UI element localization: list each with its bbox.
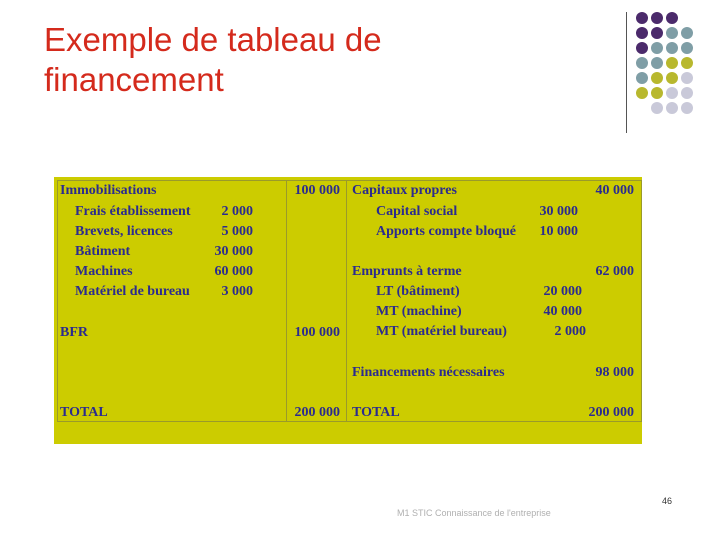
decoration-dot [666, 72, 678, 84]
decorative-divider [626, 12, 627, 133]
column-separator [286, 180, 287, 422]
decoration-dot [666, 102, 678, 114]
right-total-label: TOTAL [352, 405, 400, 420]
decoration-dot [651, 72, 663, 84]
decoration-dot [651, 27, 663, 39]
decoration-dot [636, 27, 648, 39]
slide-footer: M1 STIC Connaissance de l'entreprise [397, 508, 551, 518]
asset-value: 30 000 [214, 244, 253, 259]
decoration-dot [666, 57, 678, 69]
decoration-dot [636, 12, 648, 24]
column-separator [346, 180, 347, 422]
loan-item-label: MT (matériel bureau) [376, 324, 507, 339]
left-total-label: TOTAL [60, 405, 108, 420]
capitaux-propres-label: Capitaux propres [352, 183, 457, 198]
asset-label: Brevets, licences [75, 224, 173, 239]
financements-value: 98 000 [595, 365, 634, 380]
financements-label: Financements nécessaires [352, 365, 505, 380]
decoration-dot [636, 87, 648, 99]
page-number: 46 [662, 496, 673, 506]
slide-title-line-1: Exemple de tableau de [44, 21, 382, 58]
capital-item-value: 10 000 [539, 224, 578, 239]
loan-item-value: 40 000 [543, 304, 582, 319]
slide-title [44, 20, 564, 100]
decoration-dot [681, 87, 693, 99]
asset-label: Frais établissement [75, 204, 191, 219]
decoration-dot [681, 102, 693, 114]
capital-item-label: Capital social [376, 204, 458, 219]
asset-label: Bâtiment [75, 244, 131, 259]
emprunts-total: 62 000 [595, 264, 634, 279]
decoration-dot [651, 57, 663, 69]
decoration-dot [651, 102, 663, 114]
decoration-dot [681, 72, 693, 84]
loan-item-value: 2 000 [554, 324, 586, 339]
decoration-dot [636, 42, 648, 54]
loan-item-label: MT (machine) [376, 304, 462, 319]
decoration-dot [666, 12, 678, 24]
capitaux-propres-total: 40 000 [595, 183, 634, 198]
immobilisations-total: 100 000 [294, 183, 340, 198]
decoration-dot [681, 42, 693, 54]
bfr-value: 100 000 [294, 325, 340, 340]
asset-label: Matériel de bureau [75, 284, 190, 299]
emprunts-label: Emprunts à terme [352, 264, 462, 279]
decoration-dot [681, 27, 693, 39]
asset-label: Machines [75, 264, 133, 279]
capital-item-value: 30 000 [539, 204, 578, 219]
bfr-label: BFR [60, 325, 88, 340]
loan-item-value: 20 000 [543, 284, 582, 299]
decoration-dot [651, 12, 663, 24]
loan-item-label: LT (bâtiment) [376, 284, 460, 299]
decoration-dot [666, 87, 678, 99]
asset-value: 60 000 [214, 264, 253, 279]
decoration-dot [681, 57, 693, 69]
left-total-value: 200 000 [294, 405, 340, 420]
decoration-dot [666, 42, 678, 54]
asset-value: 5 000 [221, 224, 253, 239]
slide-title-line-2: financement [44, 61, 224, 98]
decoration-dot [651, 42, 663, 54]
right-total-value: 200 000 [588, 405, 634, 420]
asset-value: 3 000 [221, 284, 253, 299]
decoration-dot [636, 57, 648, 69]
immobilisations-label: Immobilisations [60, 183, 157, 198]
decoration-dot [651, 87, 663, 99]
capital-item-label: Apports compte bloqué [376, 224, 517, 239]
decoration-dot [636, 72, 648, 84]
asset-value: 2 000 [221, 204, 253, 219]
decoration-dot [666, 27, 678, 39]
